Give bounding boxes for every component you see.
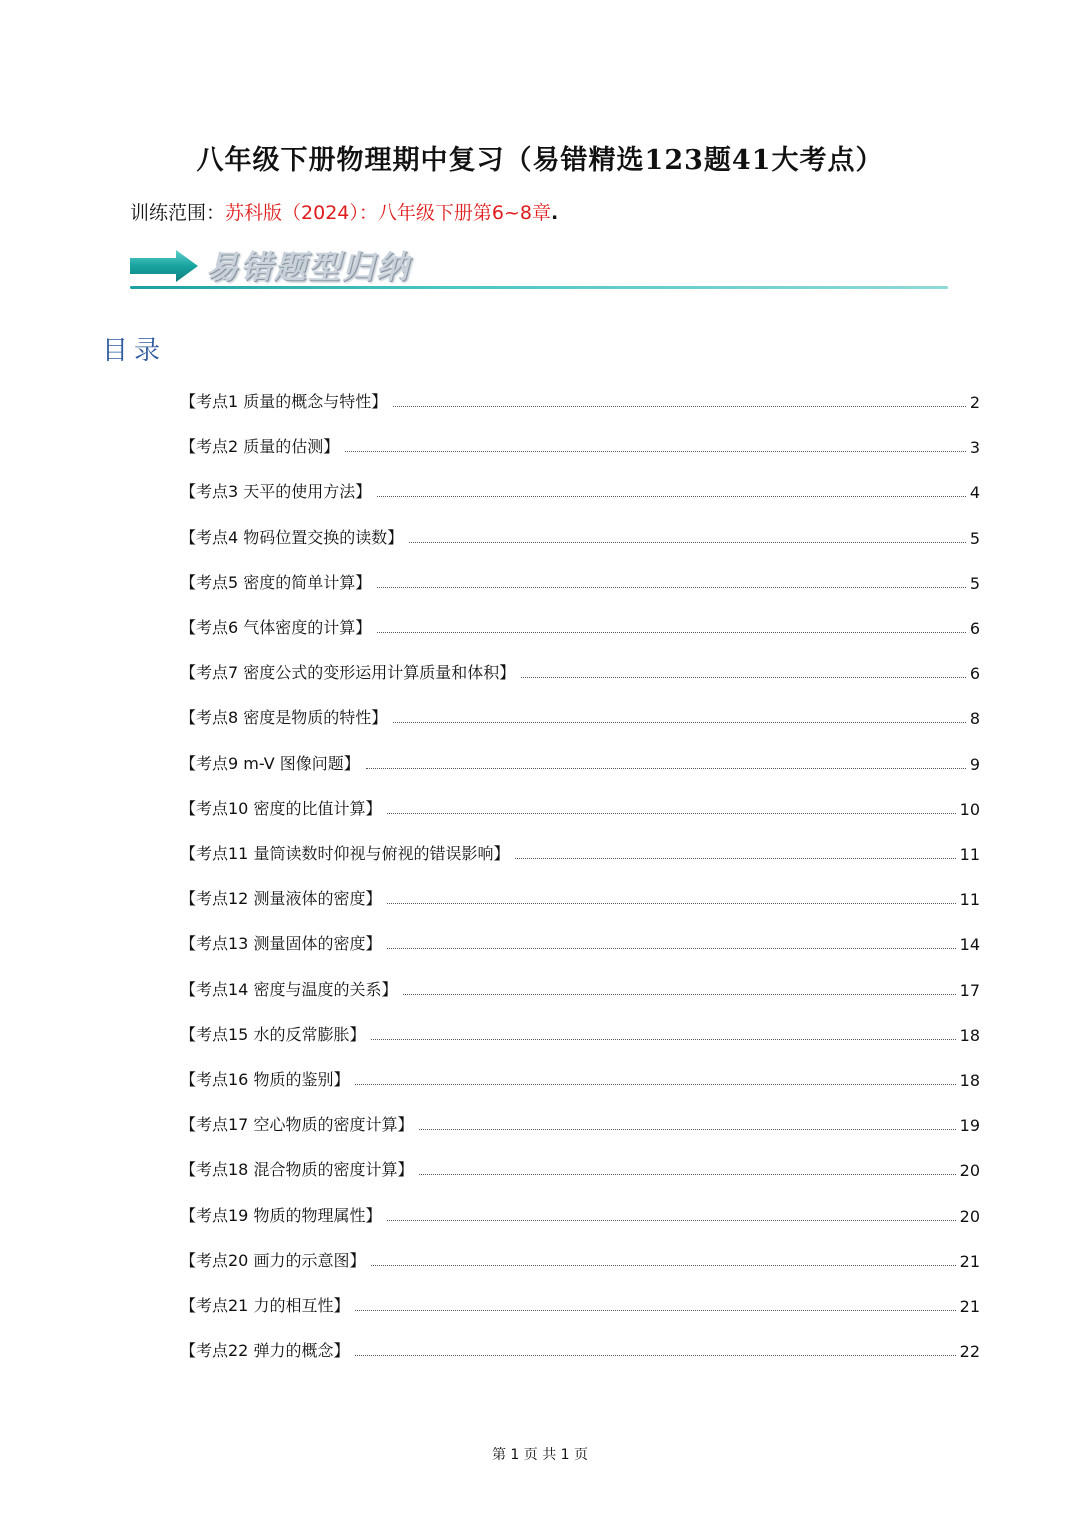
toc-leader-dots (393, 406, 966, 407)
toc-entry-label: 【考点4 物码位置交换的读数】 (180, 527, 404, 547)
toc-entry-label: 【考点16 物质的鉴别】 (180, 1070, 350, 1089)
toc-entry[interactable] (180, 748, 980, 774)
toc-entry-page-number: 5 (969, 528, 980, 548)
toc-entry[interactable] (180, 522, 980, 548)
toc-heading: 目录 (102, 336, 167, 366)
toc-entry-label: 【考点14 密度与温度的关系】 (180, 979, 398, 999)
toc-entry-page-number: 8 (969, 709, 980, 729)
arrow-icon (130, 250, 200, 282)
toc-leader-dots (371, 1265, 955, 1266)
toc-entry-page-number: 9 (969, 754, 980, 774)
toc-entry-label: 【考点13 测量固体的密度】 (180, 934, 382, 954)
toc-leader-dots (345, 451, 966, 452)
toc-leader-dots (515, 858, 955, 859)
document-title: 八年级下册物理期中复习（易错精选123题41大考点） (196, 145, 884, 176)
toc-entry-page-number: 10 (959, 799, 980, 819)
toc-entry[interactable] (180, 612, 980, 638)
toc-entry-label: 【考点15 水的反常膨胀】 (180, 1024, 366, 1044)
scope-end-mark: . (550, 202, 559, 224)
training-scope (130, 198, 558, 225)
toc-leader-dots (377, 587, 966, 588)
toc-leader-dots (419, 1174, 955, 1175)
toc-entry[interactable] (180, 1200, 980, 1226)
toc-entry-label: 【考点17 空心物质的密度计算】 (180, 1115, 414, 1135)
toc-entry-page-number: 4 (969, 483, 980, 503)
toc-entry-label: 【考点11 量筒读数时仰视与俯视的错误影响】 (180, 844, 510, 863)
toc-leader-dots (393, 722, 966, 723)
toc-entry-page-number: 19 (959, 1116, 980, 1136)
toc-entry[interactable] (180, 974, 980, 1000)
scope-label: 训练范围： (130, 202, 226, 224)
toc-entry-page-number: 14 (959, 935, 980, 955)
toc-leader-dots (366, 768, 966, 769)
toc-entry-page-number: 6 (969, 664, 980, 684)
toc-entry-page-number: 5 (969, 573, 980, 593)
toc-entry-page-number: 21 (959, 1297, 980, 1316)
toc-entry[interactable] (180, 1290, 980, 1316)
toc-entry-page-number: 22 (959, 1342, 980, 1362)
toc-entry-page-number: 18 (959, 1025, 980, 1045)
toc-leader-dots (387, 903, 955, 904)
toc-leader-dots (355, 1310, 955, 1311)
toc-entry-page-number: 18 (959, 1071, 980, 1090)
toc-entry-page-number: 17 (959, 980, 980, 1000)
toc-entry-label: 【考点3 天平的使用方法】 (180, 482, 372, 502)
toc-entry-page-number: 20 (959, 1161, 980, 1181)
toc-entry-label: 【考点2 质量的估测】 (180, 437, 340, 457)
toc-entry-label: 【考点10 密度的比值计算】 (180, 798, 382, 818)
toc-entry[interactable] (180, 1245, 980, 1271)
toc-leader-dots (377, 496, 966, 497)
toc-entry-page-number: 11 (959, 890, 980, 910)
toc-entry[interactable] (180, 793, 980, 819)
toc-entry[interactable] (180, 928, 980, 954)
toc-entry[interactable] (180, 567, 980, 593)
toc-entry-label: 【考点9 m-V 图像问题】 (180, 753, 360, 773)
toc-entry[interactable] (180, 431, 980, 457)
toc-leader-dots (521, 677, 966, 678)
toc-leader-dots (403, 994, 955, 995)
toc-entry-page-number: 21 (959, 1251, 980, 1271)
toc-entry[interactable] (180, 702, 980, 728)
toc-entry-page-number: 11 (959, 845, 980, 864)
page-footer: 第 1 页 共 1 页 (491, 1447, 589, 1463)
banner-title: 易错题型归纳 (206, 248, 411, 286)
banner-rule (130, 286, 948, 289)
toc-entry[interactable] (180, 1064, 980, 1090)
section-banner (130, 238, 950, 296)
toc-entry-label: 【考点18 混合物质的密度计算】 (180, 1160, 414, 1180)
toc-entry-label: 【考点7 密度公式的变形运用计算质量和体积】 (180, 663, 516, 683)
toc-entry-page-number: 2 (969, 393, 980, 412)
toc-entry-label: 【考点22 弹力的概念】 (180, 1341, 350, 1361)
toc-entry-label: 【考点1 质量的概念与特性】 (180, 392, 388, 411)
toc-leader-dots (419, 1129, 955, 1130)
toc-entry-page-number: 6 (969, 619, 980, 638)
toc-entry-label: 【考点21 力的相互性】 (180, 1296, 350, 1315)
toc-leader-dots (387, 813, 955, 814)
toc-entry[interactable] (180, 838, 980, 864)
toc-entry[interactable] (180, 476, 980, 502)
toc-entry[interactable] (180, 1109, 980, 1135)
toc-entry[interactable] (180, 1154, 980, 1180)
toc-entry-page-number: 3 (969, 438, 980, 458)
toc-entry-label: 【考点12 测量液体的密度】 (180, 889, 382, 909)
toc-entry-label: 【考点5 密度的简单计算】 (180, 572, 372, 592)
toc-leader-dots (377, 632, 966, 633)
toc-entry[interactable] (180, 386, 980, 412)
toc-entry-label: 【考点6 气体密度的计算】 (180, 618, 372, 637)
toc-entry-label: 【考点8 密度是物质的特性】 (180, 708, 388, 728)
toc-entry-page-number: 20 (959, 1206, 980, 1226)
toc-entry[interactable] (180, 883, 980, 909)
scope-value: 苏科版（2024）：八年级下册第6~8章 (225, 202, 551, 224)
toc-leader-dots (409, 542, 966, 543)
toc-leader-dots (387, 948, 955, 949)
toc-entry-label: 【考点20 画力的示意图】 (180, 1250, 366, 1270)
toc-entry-label: 【考点19 物质的物理属性】 (180, 1205, 382, 1225)
toc-entry[interactable] (180, 1335, 980, 1361)
toc-leader-dots (371, 1039, 955, 1040)
toc-entry[interactable] (180, 657, 980, 683)
toc-leader-dots (387, 1220, 955, 1221)
toc-leader-dots (355, 1355, 955, 1356)
toc-entry[interactable] (180, 1019, 980, 1045)
toc-leader-dots (355, 1084, 955, 1085)
